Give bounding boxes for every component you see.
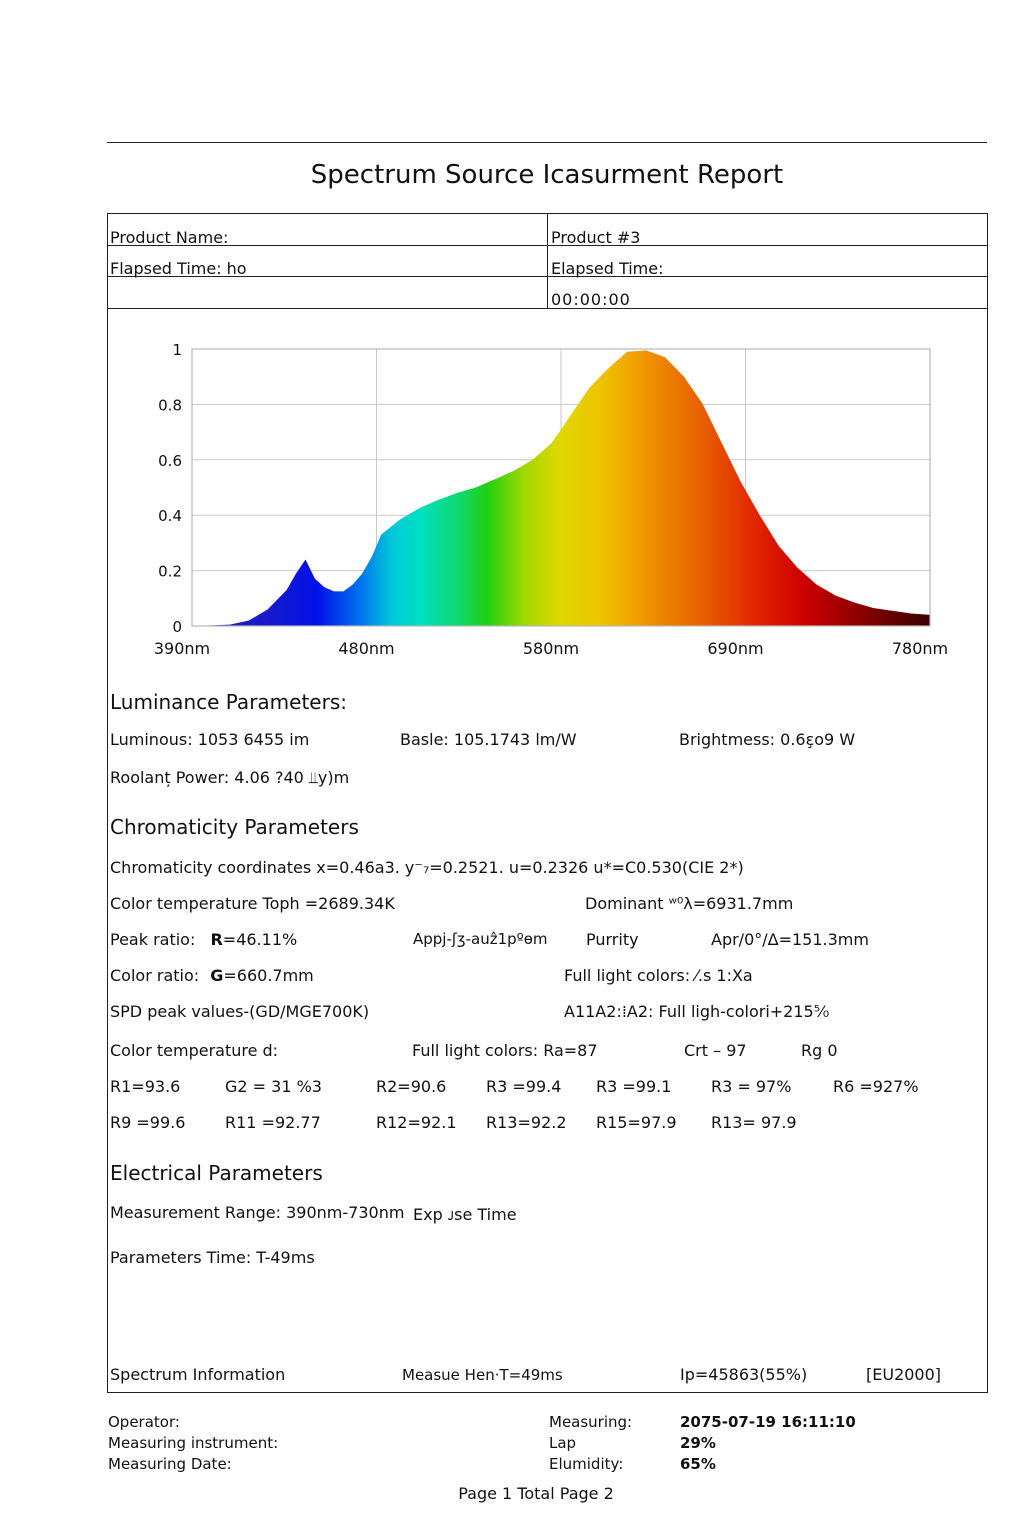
elapsed-time-value: 00:00:00 [551, 290, 631, 309]
color-temperature-d: Color temperature d: [110, 1041, 279, 1060]
r-value: R12=92.1 [376, 1113, 457, 1132]
r-value: R11 =92.77 [225, 1113, 321, 1132]
r-value: R3 =99.1 [596, 1077, 672, 1096]
instrument-label: Measuring instrument: [108, 1434, 279, 1452]
elumidity-label: Elumidity: [549, 1455, 624, 1473]
y-tick-label: 0.2 [158, 562, 182, 581]
x-tick-label: 690nm [707, 639, 764, 658]
color-ratio [110, 966, 314, 985]
brightness-value: Brightmess: 0.6ɛ̧o9 W [679, 730, 856, 749]
color-ratio-label: Color ratio: [110, 966, 200, 985]
y-tick-label: 0 [172, 618, 182, 636]
product-name-label: Product Name: [110, 228, 229, 247]
y-tick-label: 0.8 [158, 396, 182, 415]
r-value: R15=97.9 [596, 1113, 677, 1132]
color-ratio-value: G=660.7mm [210, 966, 314, 985]
y-tick-label: 1 [172, 341, 182, 359]
r-value: R9 =99.6 [110, 1113, 186, 1132]
product-number: Product #3 [551, 228, 641, 247]
r-value: R13=92.2 [486, 1113, 567, 1132]
date-label: Measuring Date: [108, 1455, 232, 1473]
r-value: R13= 97.9 [711, 1113, 797, 1132]
a11a2-value: A11A2:⁞A2: Full ligh-colori+215⁵⁄₀ [564, 1002, 830, 1021]
x-tick-label: 390nm [153, 639, 211, 658]
elumidity-value: 65% [680, 1455, 716, 1473]
parameters-time: Parameters Time: T-49ms [110, 1248, 315, 1267]
roolant-power: Roolanț Power: 4.06 ?40 ⫫y)m [110, 768, 350, 787]
appj-value: Appj-ʃʒ-auẑ1pºɵm [413, 930, 548, 948]
color-temperature: Color temperature Toph =2689.34K [110, 894, 395, 913]
crt-value: Crt – 97 [684, 1041, 747, 1060]
x-tick-label: 580nm [522, 639, 580, 658]
measuring-label: Measuring: [549, 1413, 633, 1431]
exposure-time: Exp ᴊse Time [413, 1205, 517, 1224]
basle-value: Basle: 105.1743 lm/W [400, 730, 577, 749]
y-tick-label: 0.4 [158, 507, 182, 526]
measuring-value: 2075-07-19 16:11:10 [680, 1413, 856, 1431]
spd-peak-values: SPD peak values-(GD/MGE700K) [110, 1002, 370, 1021]
chromaticity-heading: Chromaticity Parameters [110, 815, 359, 839]
r-value: G2 = 31 %3 [225, 1077, 322, 1096]
x-tick-label: 480nm [338, 639, 395, 658]
ip-value: Ip=45863(55%) [680, 1365, 808, 1384]
lap-label: Lap [549, 1434, 577, 1452]
flapsed-time: Flapsed Time: ho [110, 259, 247, 278]
x-tick-label: 780nm [891, 639, 949, 658]
r-value: R2=90.6 [376, 1077, 447, 1096]
spectrum-information: Spectrum Information [110, 1365, 286, 1384]
rg-value: Rg 0 [801, 1041, 838, 1060]
measurement-range: Measurement Range: 390nm-730nm [110, 1203, 405, 1222]
full-light-ra: Full light colors: Ra=87 [412, 1041, 598, 1060]
peak-ratio-value: R=46.11% [210, 930, 298, 949]
purity-label: Purrity [586, 930, 639, 949]
chromaticity-coordinates: Chromaticity coordinates x=0.46a3. y⁻₇=0.2521. u=0.2326 u*=C0.530(CIE 2*) [110, 858, 744, 877]
luminous-value: Luminous: 1053 6455 im [110, 730, 310, 749]
spectrum-chart [0, 0, 1024, 700]
apr-value: Apr/0°/Δ=151.3mm [711, 930, 869, 949]
electrical-heading: Electrical Parameters [110, 1161, 323, 1185]
r-value: R6 =927% [833, 1077, 919, 1096]
report-title: Spectrum Source Icasurment Report [310, 160, 784, 190]
dominant-wavelength: Dominant ʷ⁰λ=6931.7mm [585, 894, 794, 913]
full-light-colors: Full light colors: ⁄.s 1:Xa [564, 966, 753, 985]
luminance-heading: Luminance Parameters: [110, 690, 347, 714]
page-indicator: Page 1 Total Page 2 [458, 1484, 614, 1503]
measue-value: Measue Hen·T=49ms [402, 1366, 563, 1384]
peak-ratio [110, 930, 297, 949]
peak-ratio-label: Peak ratio: [110, 930, 196, 949]
standard-badge: [EU2000] [866, 1365, 942, 1384]
lap-value: 29% [680, 1434, 716, 1452]
operator-label: Operator: [108, 1413, 180, 1431]
r-value: R1=93.6 [110, 1077, 181, 1096]
y-tick-label: 0.6 [158, 451, 182, 470]
r-value: R3 =99.4 [486, 1077, 562, 1096]
r-value: R3 = 97% [711, 1077, 792, 1096]
elapsed-time-label: Elapsed Time: [551, 259, 664, 278]
